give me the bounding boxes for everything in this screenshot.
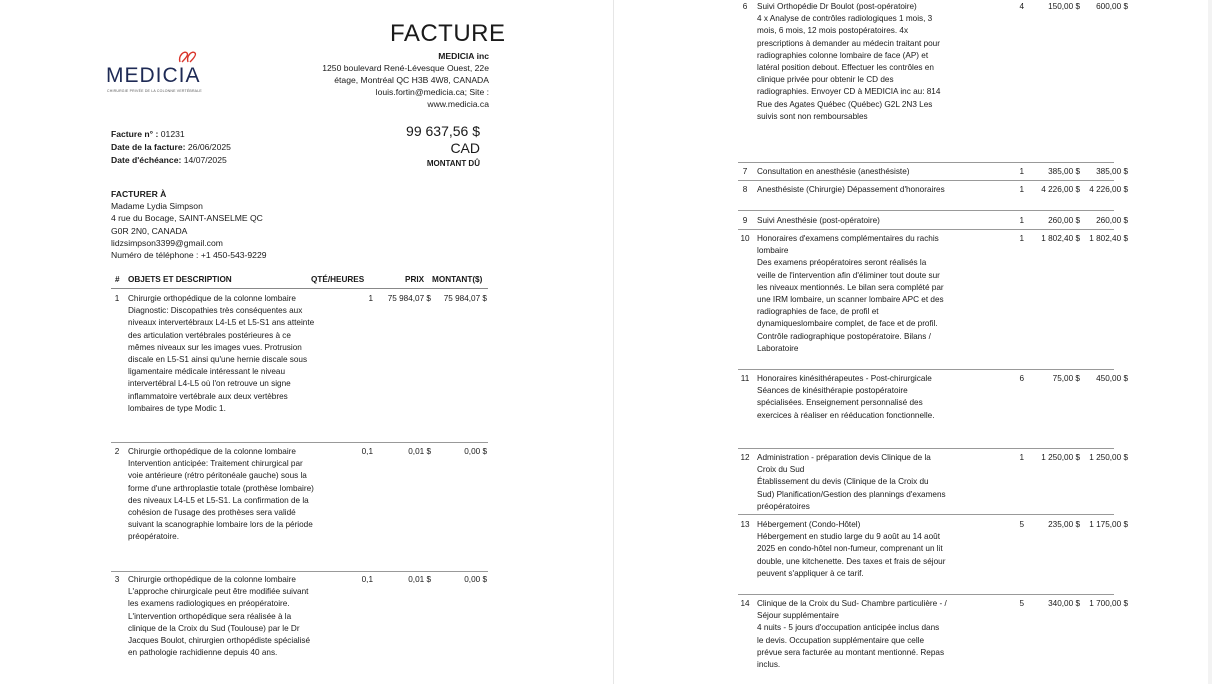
item-number: 12 <box>740 453 750 462</box>
item-title: Clinique de la Croix du Sud- Chambre particulière - / Séjour supplémentaire <box>757 599 947 621</box>
item-amount: 600,00 $ <box>1096 2 1128 11</box>
invoice-due-date: 14/07/2025 <box>183 155 227 165</box>
bill-to-email: lidzsimpson3399@gmail.com <box>111 237 223 248</box>
table-header <box>111 275 488 289</box>
item-number: 14 <box>740 599 750 608</box>
company-info <box>289 50 489 110</box>
item-amount: 0,00 $ <box>464 447 487 456</box>
table-row <box>111 293 488 443</box>
invoice-date-label: Date de la facture: <box>111 142 186 152</box>
row-divider <box>738 514 1114 515</box>
item-description: Des examens préopératoires seront réalisés la veille de l'intervention afin d'éliminer tout doute sur les niveaux mentionnés. Le bilan sera complété par une IRM lombaire, un scanner lombaire APC et des radiographies de face, de profil et dynamiqueslombaire complet, de face et de profil. Contrôle radiographique postopératoire. Bilans / Laboratoire <box>757 258 944 353</box>
row-divider <box>738 369 1114 370</box>
item-price: 1 250,00 $ <box>1041 453 1080 462</box>
item-title: Consultation en anesthésie (anesthésiste) <box>757 167 910 176</box>
table-row <box>111 446 488 572</box>
invoice-title: FACTURE <box>390 20 506 47</box>
amount-due-block <box>406 123 480 170</box>
table-row <box>738 1 1128 163</box>
table-row <box>738 452 1128 515</box>
table-row <box>738 598 1128 684</box>
item-amount: 75 984,07 $ <box>443 294 487 303</box>
bill-to-address-1: 4 rue du Bocage, SAINT-ANSELME QC <box>111 213 263 224</box>
row-divider <box>111 442 488 443</box>
item-number: 13 <box>740 520 750 529</box>
bill-to-heading: FACTURER À <box>111 189 167 199</box>
header-price: PRIX <box>405 275 425 284</box>
item-price: 340,00 $ <box>1048 599 1080 608</box>
row-divider <box>738 594 1114 595</box>
company-address-1: 1250 boulevard René-Lévesque Ouest, 22e <box>322 63 489 73</box>
item-price: 75,00 $ <box>1052 374 1080 383</box>
invoice-number-label: Facture n° : <box>111 129 159 139</box>
item-price: 385,00 $ <box>1048 167 1080 176</box>
bill-to-address-2: G0R 2N0, CANADA <box>111 225 188 236</box>
item-qty: 1 <box>1019 234 1024 243</box>
bill-to-name: Madame Lydia Simpson <box>111 201 203 212</box>
item-qty: 1 <box>1019 453 1024 462</box>
item-price: 260,00 $ <box>1048 216 1080 225</box>
item-amount: 0,00 $ <box>464 575 487 584</box>
item-description: Intervention anticipée: Traitement chirurgical par voie antérieure (rétro péritonéale gauche) sous la forme d'une arthroplastie totale (prothèse lombaire) des niveaux L4-L5 et L5-S1. La confirmation de la cohésion de l'usage des prothèses sera validé suivant la scanographie lombaire lors de la période préopératoire. <box>128 459 314 542</box>
item-amount: 1 802,40 $ <box>1089 234 1128 243</box>
item-price: 0,01 $ <box>408 447 431 456</box>
row-divider <box>738 210 1114 211</box>
header-num: # <box>115 275 120 284</box>
item-price: 1 802,40 $ <box>1041 234 1080 243</box>
item-title: Administration - préparation devis Clinique de la Croix du Sud <box>757 453 931 475</box>
item-title: Chirurgie orthopédique de la colonne lombaire <box>128 447 296 456</box>
invoice-meta <box>111 128 231 167</box>
item-amount: 4 226,00 $ <box>1089 185 1128 194</box>
item-title: Honoraires kinésithérapeutes - Post-chirurgicale <box>757 374 932 383</box>
invoice-page-right <box>614 0 1208 684</box>
company-name: MEDICIA inc <box>438 51 489 61</box>
company-website: www.medicia.ca <box>427 99 489 109</box>
item-number: 10 <box>740 234 750 243</box>
item-number: 2 <box>114 447 120 456</box>
item-price: 235,00 $ <box>1048 520 1080 529</box>
amount-due-currency: CAD <box>450 140 480 156</box>
row-divider <box>738 180 1114 181</box>
item-price: 0,01 $ <box>408 575 431 584</box>
item-qty: 6 <box>1019 374 1024 383</box>
header-qty: QTÉ/HEURES <box>311 275 365 284</box>
logo-brand: MEDICIA <box>106 64 201 87</box>
item-description: Séances de kinésithérapie postopératoire spécialisées. Enseignement personnalisé des exercices à réaliser en rééducation fonctionnelle. <box>757 386 935 420</box>
table-row <box>738 233 1128 370</box>
item-number: 9 <box>742 216 748 225</box>
item-qty: 4 <box>1019 2 1024 11</box>
bill-to <box>111 188 267 261</box>
item-amount: 1 700,00 $ <box>1089 599 1128 608</box>
item-description: Hébergement en studio large du 9 août au 14 août 2025 en condo-hôtel non-fumeur, comprenant un lit double, une kitchenette. Des taxes et frais de séjour peuvent s'appliquer à ce tarif. <box>757 532 946 578</box>
item-number: 7 <box>742 167 748 176</box>
item-number: 8 <box>742 185 748 194</box>
item-title: Anesthésiste (Chirurgie) Dépassement d'honoraires <box>757 185 945 194</box>
bill-to-phone: Numéro de téléphone : +1 450-543-9229 <box>111 250 267 261</box>
item-amount: 1 175,00 $ <box>1089 520 1128 529</box>
item-description: Établissement du devis (Clinique de la Croix du Sud) Planification/Gestion des plannings d'examens préopératoires <box>757 477 946 511</box>
logo-tagline: CHIRURGIE PRIVÉE DE LA COLONNE VERTÉBRALE <box>107 89 202 93</box>
table-row <box>111 574 488 684</box>
item-number: 6 <box>742 2 748 11</box>
item-qty: 1 <box>1019 185 1024 194</box>
item-title: Chirurgie orthopédique de la colonne lombaire <box>128 294 296 303</box>
item-title: Hébergement (Condo-Hôtel) <box>757 520 861 529</box>
invoice-number: 01231 <box>160 129 185 139</box>
item-price: 150,00 $ <box>1048 2 1080 11</box>
item-qty: 5 <box>1019 520 1024 529</box>
company-logo <box>106 46 206 96</box>
row-divider <box>111 571 488 572</box>
company-contact: louis.fortin@medicia.ca; Site : <box>375 87 489 97</box>
item-qty: 1 <box>368 294 373 303</box>
item-title: Honoraires d'examens complémentaires du rachis lombaire <box>757 234 939 256</box>
table-row <box>738 519 1128 595</box>
amount-due-label: MONTANT DÛ <box>426 159 480 168</box>
item-number: 1 <box>114 294 120 303</box>
table-row <box>738 373 1128 449</box>
table-row <box>738 215 1128 230</box>
row-divider <box>738 162 1114 163</box>
item-amount: 385,00 $ <box>1096 167 1128 176</box>
header-description: OBJETS ET DESCRIPTION <box>128 275 232 284</box>
header-amount: MONTANT($) <box>432 275 483 284</box>
item-amount: 450,00 $ <box>1096 374 1128 383</box>
item-qty: 1 <box>1019 216 1024 225</box>
item-title: Suivi Anesthésie (post-opératoire) <box>757 216 880 225</box>
item-title: Suivi Orthopédie Dr Boulot (post-opératoire) <box>757 2 917 11</box>
logo-mark-icon <box>176 46 202 66</box>
item-number: 3 <box>114 575 120 584</box>
item-qty: 0,1 <box>361 575 373 584</box>
item-qty: 0,1 <box>361 447 373 456</box>
amount-due-value: 99 637,56 $ <box>406 123 480 139</box>
item-amount: 260,00 $ <box>1096 216 1128 225</box>
item-description: L'approche chirurgicale peut être modifiée suivant les examens radiologiques en préopératoire. L'intervention orthopédique sera réalisée à la clinique de la Croix du Sud (Toulouse) par le Dr Jacques Boulot, chirurgien orthopédiste spécialisé en pathologie rachidienne depuis 40 ans. <box>128 587 311 658</box>
invoice-date: 26/06/2025 <box>187 142 231 152</box>
invoice-due-label: Date d'échéance: <box>111 155 182 165</box>
row-divider <box>738 448 1114 449</box>
item-qty: 5 <box>1019 599 1024 608</box>
item-price: 75 984,07 $ <box>387 294 431 303</box>
item-qty: 1 <box>1019 167 1024 176</box>
table-row <box>738 166 1128 181</box>
item-price: 4 226,00 $ <box>1041 185 1080 194</box>
item-title: Chirurgie orthopédique de la colonne lombaire <box>128 575 296 584</box>
item-description: 4 nuits - 5 jours d'occupation anticipée inclus dans le devis. Occupation supplémentaire que celle prévue sera facturée au montant mentionné. Repas inclus. <box>757 623 945 670</box>
row-divider <box>738 229 1114 230</box>
company-address-2: étage, Montréal QC H3B 4W8, CANADA <box>334 75 489 85</box>
item-amount: 1 250,00 $ <box>1089 453 1128 462</box>
item-description: Diagnostic: Discopathies très conséquentes aux niveaux intervertébraux L4-L5 et L5-S1 ans atteinte des articulation vertébrales postérieures à ce mêmes niveaux sur les images vues. Protrusion discale en L5-S1 ainsi qu'une hernie discale sous ligamentaire médicale intéressant le niveau intervertébral L4-L5 où l'on retrouve un signe inflammatoire vertébrale aux deux vertèbres lombaires de type Modic 1. <box>128 306 315 413</box>
table-row <box>738 184 1128 211</box>
item-number: 11 <box>740 374 750 383</box>
item-description: 4 x Analyse de contrôles radiologiques 1 mois, 3 mois, 6 mois, 12 mois postopératoires. 4x prescriptions à demander au médecin traitant pour radiographies colonne lombaire de face (AP) et latéral position debout. Effectuer les contrôles en clinique privée pour obtenir le CD des radiographies. Envoyer CD à MEDICIA inc au: 814 Rue des Agates Québec (Québec) G2L 2N3 Les suivis sont non remboursables <box>757 14 941 121</box>
